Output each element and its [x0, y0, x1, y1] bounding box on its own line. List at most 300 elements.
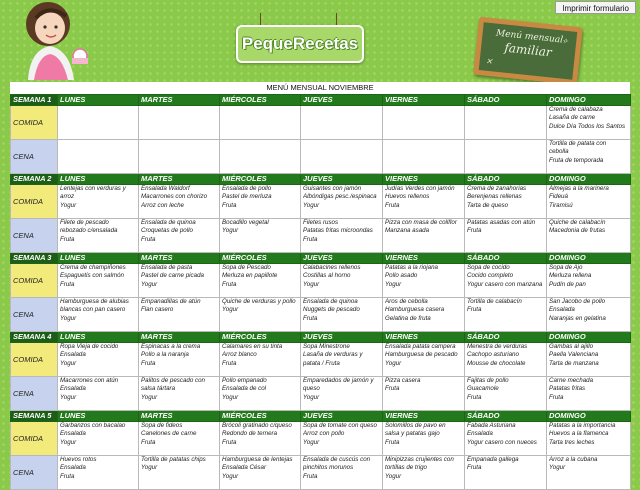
- dish-item: Fruta: [60, 235, 75, 243]
- dish-item: Fruta: [467, 393, 482, 401]
- dish-item: Redondo de ternera: [222, 430, 278, 438]
- dinner-row: [11, 456, 631, 490]
- day-header: DOMINGO: [547, 253, 631, 264]
- menu-cell[interactable]: [383, 343, 465, 377]
- menu-cell[interactable]: [383, 377, 465, 411]
- menu-cell[interactable]: [139, 140, 220, 174]
- dish-item: Fruta: [549, 393, 564, 401]
- meal-label: CENA: [11, 140, 58, 174]
- dish-item: Yogur: [141, 464, 158, 472]
- dish-item: Crema de calabaza: [549, 106, 603, 113]
- meal-label: COMIDA: [11, 422, 58, 456]
- menu-cell[interactable]: [139, 343, 220, 377]
- dish-item: Fruta: [222, 438, 237, 446]
- fork-icon: ✕: [485, 56, 493, 67]
- menu-cell[interactable]: [301, 298, 383, 332]
- menu-cell[interactable]: [220, 298, 301, 332]
- day-header: LUNES: [58, 253, 139, 264]
- dish-item: Pollo a la naranja: [141, 351, 189, 359]
- menu-cell[interactable]: [465, 140, 547, 174]
- dish-item: Nuggets de pescado: [303, 306, 360, 314]
- dish-item: Patatas a la importancia: [549, 422, 616, 429]
- dish-item: patata / Fruta: [303, 359, 340, 367]
- menu-cell[interactable]: [58, 456, 139, 490]
- dish-item: Hamburguesa de pescado: [385, 351, 458, 359]
- dish-item: Tortilla de calabacín: [467, 298, 522, 305]
- dish-item: Fruta: [141, 359, 156, 367]
- day-header: JUEVES: [301, 411, 383, 422]
- dish-item: Ensalada de cuscús con: [303, 456, 371, 463]
- dish-item: Ensalada de pasta: [141, 264, 193, 271]
- menu-cell[interactable]: [58, 264, 139, 298]
- dish-item: San Jacobo de pollo: [549, 298, 606, 305]
- day-header: MARTES: [139, 253, 220, 264]
- menu-cell[interactable]: [220, 422, 301, 456]
- day-header: MIÉRCOLES: [220, 332, 301, 343]
- menu-cell[interactable]: [139, 422, 220, 456]
- dish-item: Paella Valenciana: [549, 351, 599, 359]
- dish-item: Arroz blanco: [222, 351, 257, 359]
- dish-item: Emparedados de jamón y: [303, 377, 374, 384]
- dish-item: Macarrones con chorizo: [141, 193, 208, 201]
- menu-cell[interactable]: [301, 106, 383, 140]
- day-header: JUEVES: [301, 174, 383, 185]
- dish-item: Calabacines rellenos: [303, 264, 361, 271]
- menu-cell[interactable]: [301, 456, 383, 490]
- menu-cell[interactable]: [301, 185, 383, 219]
- dish-item: Bocadillo vegetal: [222, 219, 269, 226]
- day-header: DOMINGO: [547, 332, 631, 343]
- dish-item: Yogur: [385, 472, 402, 480]
- week-header-row: [11, 253, 631, 264]
- menu-cell[interactable]: [139, 264, 220, 298]
- dish-item: Pudín de pan: [549, 280, 586, 288]
- dish-item: Guacamole: [467, 385, 499, 393]
- dish-item: Yogur: [303, 201, 320, 209]
- menu-cell[interactable]: [301, 343, 383, 377]
- menu-cell[interactable]: [58, 298, 139, 332]
- menu-cell[interactable]: [465, 185, 547, 219]
- dish-item: Lasaña de carne: [549, 114, 596, 122]
- dish-item: pinchitos morunos: [303, 464, 354, 472]
- dish-item: tortillas de trigo: [385, 464, 427, 472]
- dish-item: Hamburguesa de alubias: [60, 298, 129, 305]
- meal-label: CENA: [11, 298, 58, 332]
- week-label: SEMANA 4: [11, 332, 58, 343]
- dish-item: Sopa de tomate con queso: [303, 422, 377, 429]
- dish-item: Croquetas de pollo: [141, 227, 193, 235]
- day-header: SÁBADO: [465, 332, 547, 343]
- menu-cell[interactable]: [465, 106, 547, 140]
- chalkboard-sign: [473, 17, 582, 86]
- menu-cell[interactable]: [547, 343, 631, 377]
- dish-item: Huevos rotos: [60, 456, 97, 463]
- dish-item: Pastel de merluza: [222, 193, 272, 201]
- menu-cell[interactable]: [58, 343, 139, 377]
- dish-item: Fruta: [467, 227, 482, 235]
- meal-label: COMIDA: [11, 106, 58, 140]
- dish-item: Pizza casera: [385, 377, 421, 384]
- menu-cell[interactable]: [301, 140, 383, 174]
- dish-item: Patatas fritas: [549, 385, 586, 393]
- day-header: MIÉRCOLES: [220, 411, 301, 422]
- dinner-row: [11, 140, 631, 174]
- menu-cell[interactable]: [383, 298, 465, 332]
- menu-cell[interactable]: [383, 106, 465, 140]
- dish-item: Patatas a la riojana: [385, 264, 438, 271]
- dish-item: Mousse de chocolate: [467, 359, 526, 367]
- dish-item: Ensalada patata campera: [385, 343, 456, 350]
- dinner-row: [11, 219, 631, 253]
- dish-item: Arroz con leche: [141, 201, 184, 209]
- menu-cell[interactable]: [383, 185, 465, 219]
- dish-item: Pizza con masa de coliflor: [385, 219, 457, 226]
- dish-item: Sopa de cocido: [467, 264, 510, 271]
- dish-item: Patatas asadas con atún: [467, 219, 536, 226]
- dish-item: Yogur: [222, 472, 239, 480]
- day-header: MARTES: [139, 332, 220, 343]
- dish-item: Manzana asada: [385, 227, 430, 235]
- menu-cell[interactable]: [383, 140, 465, 174]
- dish-item: Yogur: [141, 280, 158, 288]
- menu-cell[interactable]: [301, 219, 383, 253]
- dish-item: Yogur: [303, 280, 320, 288]
- dish-item: Empanadillas de atún: [141, 298, 201, 305]
- dish-item: Tiramisú: [549, 201, 573, 209]
- dish-item: Ensalada de col: [222, 385, 267, 393]
- menu-cell[interactable]: [220, 140, 301, 174]
- dish-item: Cocido completo: [467, 272, 514, 280]
- menu-cell[interactable]: [547, 219, 631, 253]
- dish-item: Fideuá: [549, 193, 568, 201]
- dish-item: Arroz a la cubana: [549, 456, 598, 463]
- menu-cell[interactable]: [220, 343, 301, 377]
- week-label: SEMANA 3: [11, 253, 58, 264]
- dish-item: Sopa de Ajo: [549, 264, 583, 271]
- dish-item: queso: [303, 385, 320, 393]
- chalkboard-line2: familiar: [503, 40, 553, 60]
- dish-item: Ensalada: [60, 430, 86, 438]
- dish-item: Pastel de carne picada: [141, 272, 204, 280]
- dish-item: Carne mechada: [549, 377, 594, 384]
- dish-item: Quiche de calabacín: [549, 219, 606, 226]
- dish-item: blancas con pan casero: [60, 306, 126, 314]
- dish-item: Ensalada de pollo: [222, 185, 272, 192]
- dish-item: Fabada Asturiana: [467, 422, 516, 429]
- dish-item: Sopa de fideos: [141, 422, 183, 429]
- brand-logo[interactable]: [232, 13, 366, 63]
- dish-item: Gelatina de fruta: [385, 314, 431, 322]
- dish-item: Ensalada: [60, 351, 86, 359]
- menu-cell[interactable]: [301, 422, 383, 456]
- day-header: LUNES: [58, 411, 139, 422]
- week-header-row: [11, 95, 631, 106]
- dish-item: arroz: [60, 193, 75, 201]
- dish-item: Fruta: [385, 201, 400, 209]
- menu-cell[interactable]: [220, 219, 301, 253]
- dish-item: Yogur: [303, 393, 320, 401]
- menu-cell[interactable]: [547, 456, 631, 490]
- menu-cell[interactable]: [465, 264, 547, 298]
- logo-text: PequeRecetas: [236, 25, 364, 63]
- meal-label: CENA: [11, 377, 58, 411]
- dish-item: Fruta: [60, 472, 75, 480]
- dish-item: Ensalada César: [222, 464, 267, 472]
- dish-item: salsa tártara: [141, 385, 176, 393]
- dish-item: Yogur: [385, 280, 402, 288]
- dish-item: Fruta: [303, 472, 318, 480]
- day-header: JUEVES: [301, 332, 383, 343]
- dish-item: Quiche de verduras y pollo: [222, 298, 296, 305]
- menu-cell[interactable]: [58, 106, 139, 140]
- day-header: VIERNES: [383, 174, 465, 185]
- day-header: MARTES: [139, 174, 220, 185]
- dish-item: Yogur: [222, 227, 239, 235]
- dish-item: Huevos a la flamenca: [549, 430, 609, 438]
- dish-item: Fruta: [60, 280, 75, 288]
- dish-item: cebolla: [549, 148, 569, 156]
- lunch-row: [11, 185, 631, 219]
- dish-item: Almejas a la marinera: [549, 185, 609, 192]
- dish-item: Pollo asado: [385, 272, 418, 280]
- day-header: SÁBADO: [465, 174, 547, 185]
- chalkboard-line1: Menú mensual: [495, 28, 564, 46]
- week-header-row: [11, 332, 631, 343]
- day-header: JUEVES: [301, 253, 383, 264]
- menu-cell[interactable]: [547, 106, 631, 140]
- dish-item: Empanada gallega: [467, 456, 519, 463]
- menu-cell[interactable]: [547, 140, 631, 174]
- menu-cell[interactable]: [301, 377, 383, 411]
- menu-cell[interactable]: [547, 185, 631, 219]
- menu-cell[interactable]: [139, 185, 220, 219]
- day-header: MIÉRCOLES: [220, 95, 301, 106]
- day-header: MARTES: [139, 95, 220, 106]
- menu-cell[interactable]: [58, 422, 139, 456]
- menu-cell[interactable]: [139, 106, 220, 140]
- dish-item: Gambas al ajillo: [549, 343, 594, 350]
- day-header: VIERNES: [383, 95, 465, 106]
- menu-cell[interactable]: [301, 264, 383, 298]
- dish-item: Fruta: [222, 280, 237, 288]
- dish-item: Yogur: [60, 393, 77, 401]
- meal-label: COMIDA: [11, 185, 58, 219]
- dish-item: Fruta: [467, 464, 482, 472]
- dish-item: Tortilla de patata con: [549, 140, 607, 147]
- dish-item: Filetes rusos: [303, 219, 339, 226]
- dish-item: Sopa de Pescado: [222, 264, 271, 271]
- dish-item: Yogur casero con manzana: [467, 280, 543, 288]
- lunch-row: [11, 343, 631, 377]
- menu-cell[interactable]: [139, 219, 220, 253]
- dish-item: Espaguetis con salmón: [60, 272, 124, 280]
- dish-item: Albóndigas pesc./espinaca: [303, 193, 377, 201]
- day-header: LUNES: [58, 332, 139, 343]
- dish-item: Flan casero: [141, 306, 174, 314]
- day-header: DOMINGO: [547, 95, 631, 106]
- day-header: LUNES: [58, 174, 139, 185]
- menu-cell[interactable]: [220, 185, 301, 219]
- dish-item: Guisantes con jamón: [303, 185, 362, 192]
- dish-item: Ensalada: [467, 430, 493, 438]
- dish-item: Aros de cebolla: [385, 298, 428, 305]
- menu-cell[interactable]: [383, 219, 465, 253]
- dish-item: Ensalada de quinoa: [303, 298, 358, 305]
- dish-item: Fruta: [385, 385, 400, 393]
- day-header: VIERNES: [383, 253, 465, 264]
- dinner-row: [11, 377, 631, 411]
- meal-label: COMIDA: [11, 264, 58, 298]
- day-header: SÁBADO: [465, 253, 547, 264]
- dish-item: Tortilla de patatas chips: [141, 456, 206, 463]
- dish-item: Crema de champiñones: [60, 264, 126, 271]
- dish-item: Yogur: [60, 438, 77, 446]
- dish-item: Palitos de pescado con: [141, 377, 205, 384]
- dish-item: Yogur: [549, 464, 566, 472]
- menu-cell[interactable]: [465, 377, 547, 411]
- dish-item: Canelones de carne: [141, 430, 197, 438]
- day-header: SÁBADO: [465, 95, 547, 106]
- dish-item: Ropa Vieja de cocido: [60, 343, 119, 350]
- menu-cell[interactable]: [383, 264, 465, 298]
- week-label: SEMANA 5: [11, 411, 58, 422]
- dish-item: Yogur casero con nueces: [467, 438, 537, 446]
- dinner-row: [11, 298, 631, 332]
- dish-item: Yogur: [222, 306, 239, 314]
- day-header: MARTES: [139, 411, 220, 422]
- menu-cell[interactable]: [220, 456, 301, 490]
- dish-item: Ensalada: [60, 385, 86, 393]
- dish-item: Patatas fritas microondas: [303, 227, 373, 235]
- dish-item: Fruta de temporada: [549, 156, 604, 164]
- day-header: MIÉRCOLES: [220, 174, 301, 185]
- dish-item: Yogur: [222, 393, 239, 401]
- day-header: LUNES: [58, 95, 139, 106]
- dish-item: Fruta: [385, 438, 400, 446]
- day-header: DOMINGO: [547, 174, 631, 185]
- dish-item: Ensalada de quinoa: [141, 219, 196, 226]
- menu-cell[interactable]: [547, 264, 631, 298]
- dish-item: rebozado c/ensalada: [60, 227, 118, 235]
- menu-cell[interactable]: [220, 106, 301, 140]
- menu-cell[interactable]: [547, 298, 631, 332]
- dish-item: Fruta: [141, 235, 156, 243]
- dish-item: Tarta tres leches: [549, 438, 595, 446]
- menu-cell[interactable]: [547, 422, 631, 456]
- chef-illustration: [8, 0, 118, 80]
- dish-item: Yogur: [385, 359, 402, 367]
- meal-label: COMIDA: [11, 343, 58, 377]
- menu-cell[interactable]: [465, 219, 547, 253]
- menu-cell[interactable]: [465, 422, 547, 456]
- dish-item: Yogur: [141, 393, 158, 401]
- lunch-row: [11, 264, 631, 298]
- dish-item: Crema de zanahorias: [467, 185, 527, 192]
- dish-item: Huevos rellenos: [385, 193, 430, 201]
- dish-item: Yogur: [60, 359, 77, 367]
- week-header-row: [11, 411, 631, 422]
- day-header: SÁBADO: [465, 411, 547, 422]
- dish-item: Hamburguesa de lentejas: [222, 456, 293, 463]
- menu-cell[interactable]: [58, 377, 139, 411]
- menu-cell[interactable]: [383, 456, 465, 490]
- day-header: MIÉRCOLES: [220, 253, 301, 264]
- dish-item: Dulce Día Todos los Santos: [549, 122, 626, 130]
- dish-item: Menestra de verduras: [467, 343, 528, 350]
- dish-item: Tarta de queso: [467, 201, 509, 209]
- menu-cell[interactable]: [58, 219, 139, 253]
- dish-item: Ensalada Waldorf: [141, 185, 190, 192]
- dish-item: Fruta: [141, 438, 156, 446]
- menu-cell[interactable]: [220, 264, 301, 298]
- dish-item: Arroz con pollo: [303, 430, 345, 438]
- dish-item: Sopa Minestrone: [303, 343, 350, 350]
- week-header-row: [11, 174, 631, 185]
- dish-item: Merluza rellena: [549, 272, 592, 280]
- dish-item: salsa y patatas gajo: [385, 430, 440, 438]
- menu-cell[interactable]: [58, 140, 139, 174]
- dish-item: Brócoli gratinado c/queso: [222, 422, 292, 429]
- dish-item: Cachopo asturiano: [467, 351, 519, 359]
- menu-cell[interactable]: [465, 343, 547, 377]
- menu-cell[interactable]: [139, 456, 220, 490]
- menu-cell[interactable]: [139, 298, 220, 332]
- dish-item: Fruta: [222, 359, 237, 367]
- dish-item: Hamburguesa casera: [385, 306, 445, 314]
- dish-item: Naranjas en gelatina: [549, 314, 606, 322]
- menu-table: [10, 94, 631, 490]
- day-header: VIERNES: [383, 332, 465, 343]
- dish-item: Macedonia de frutas: [549, 227, 606, 235]
- day-header: VIERNES: [383, 411, 465, 422]
- dish-item: Pollo empanado: [222, 377, 267, 384]
- dish-item: Solomillos de pavo en: [385, 422, 446, 429]
- dish-item: Calamares en su tinta: [222, 343, 283, 350]
- dish-item: Filete de pescado: [60, 219, 109, 226]
- day-header: DOMINGO: [547, 411, 631, 422]
- menu-cell[interactable]: [139, 377, 220, 411]
- dish-item: Yogur: [60, 314, 77, 322]
- dish-item: Fruta: [303, 235, 318, 243]
- dish-item: Ensalada: [549, 306, 575, 314]
- dish-item: Yogur: [60, 201, 77, 209]
- meal-label: CENA: [11, 456, 58, 490]
- menu-cell[interactable]: [220, 377, 301, 411]
- lunch-row: [11, 106, 631, 140]
- dish-item: Costillas al horno: [303, 272, 351, 280]
- print-form-button[interactable]: Imprimir formulario: [555, 1, 636, 14]
- menu-cell[interactable]: [465, 298, 547, 332]
- dish-item: Lasaña de verduras y: [303, 351, 363, 359]
- dish-item: Yogur: [303, 438, 320, 446]
- dish-item: Merluza en papillote: [222, 272, 278, 280]
- meal-label: CENA: [11, 219, 58, 253]
- dish-item: Fruta: [303, 314, 318, 322]
- menu-cell[interactable]: [58, 185, 139, 219]
- dish-item: Fajitas de pollo: [467, 377, 509, 384]
- dish-item: Tarta de manzana: [549, 359, 599, 367]
- dish-item: Fruta: [222, 201, 237, 209]
- dish-item: Ensalada: [60, 464, 86, 472]
- menu-cell[interactable]: [465, 456, 547, 490]
- menu-cell[interactable]: [383, 422, 465, 456]
- menu-cell[interactable]: [547, 377, 631, 411]
- dish-item: Macarrones con atún: [60, 377, 119, 384]
- menu-title: MENÚ MENSUAL NOVIEMBRE: [10, 82, 630, 94]
- day-header: JUEVES: [301, 95, 383, 106]
- dish-item: Fruta: [467, 306, 482, 314]
- dish-item: Judías Verdes con jamón: [385, 185, 455, 192]
